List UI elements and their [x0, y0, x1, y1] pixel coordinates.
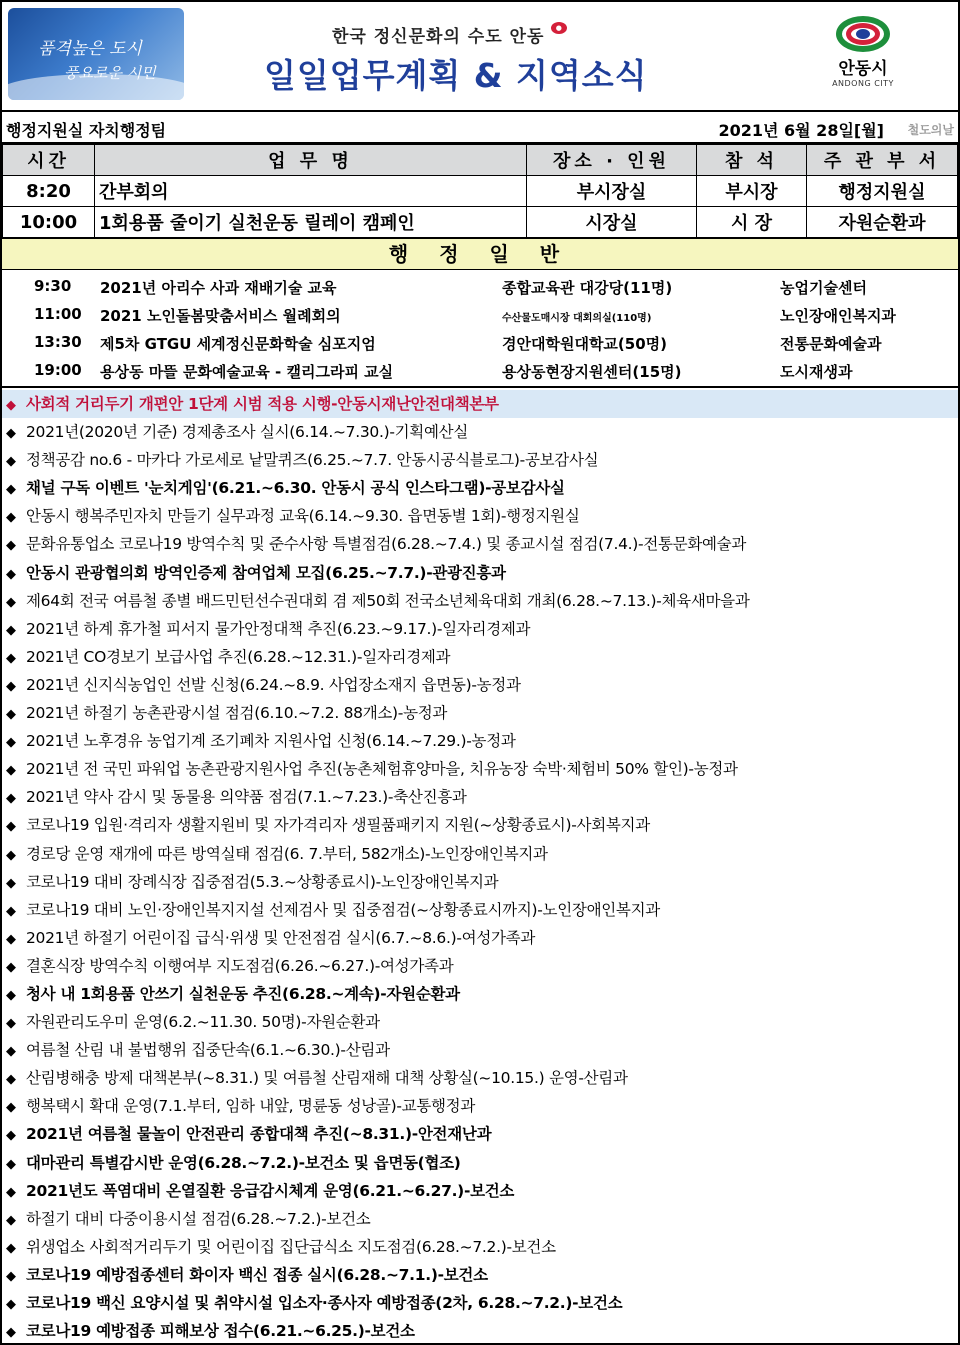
news-item — [2, 1261, 958, 1289]
schedule-header-row — [3, 145, 958, 176]
diamond-bullet-icon: ◆ — [6, 510, 16, 526]
news-item — [2, 1120, 958, 1148]
news-text: 청사 내 1회용품 안쓰기 실천운동 추진(6.28.~계속)-자원순환과 — [26, 984, 460, 1003]
admin-place: 수산물도매시장 대회의실(110명) — [502, 313, 652, 324]
news-text: 채널 구독 이벤트 '눈치게임'(6.21.~6.30. 안동시 공식 인스타그램)-공보감사실 — [26, 479, 565, 498]
diamond-bullet-icon: ◆ — [6, 735, 16, 751]
news-text: 2021년 CO경보기 보급사업 추진(6.28.~12.31.)-일자리경제과 — [26, 647, 451, 666]
diamond-bullet-icon: ◆ — [6, 426, 16, 442]
header-dept: 주 관 부 서 — [807, 145, 958, 176]
diamond-bullet-icon: ◆ — [6, 707, 16, 723]
city-logo — [808, 16, 918, 96]
admin-work: 용상동 마뜰 문화예술교육 - 캘리그라피 교실 — [100, 363, 394, 381]
news-item — [2, 615, 958, 643]
news-item — [2, 530, 958, 558]
news-item — [2, 727, 958, 755]
schedule-task: 간부회의 — [95, 176, 527, 207]
news-text: 산림병해충 방제 대책본부(~8.31.) 및 여름철 산림재해 대책 상황실(~10.15.) 운영-산림과 — [26, 1069, 628, 1088]
news-text: 행복택시 확대 운영(7.1.부터, 임하 내앞, 명륜동 성낭골)-교통행정과 — [26, 1097, 476, 1116]
schedule-row — [3, 176, 958, 207]
news-item — [2, 1205, 958, 1233]
news-item — [2, 699, 958, 727]
diamond-bullet-icon: ◆ — [6, 1325, 16, 1341]
schedule-time: 8:20 — [3, 176, 95, 207]
diamond-bullet-icon: ◆ — [6, 482, 16, 498]
diamond-bullet-icon: ◆ — [6, 454, 16, 470]
news-item — [2, 643, 958, 671]
schedule-table — [2, 144, 958, 238]
admin-row — [2, 272, 958, 300]
news-text: 2021년 신지식농업인 선발 신청(6.24.~8.9. 사업장소재지 읍면동)-농정과 — [26, 675, 521, 694]
header-attendee: 참 석 — [697, 145, 807, 176]
news-text: 여름철 산림 내 불법행위 집중단속(6.1.~6.30.)-산림과 — [26, 1041, 390, 1060]
schedule-task: 1회용품 줄이기 실천운동 릴레이 캠페인 — [95, 207, 527, 238]
diamond-bullet-icon: ◆ — [6, 1072, 16, 1088]
header-task: 업 무 명 — [95, 145, 527, 176]
news-text: 2021년 노후경유 농업기계 조기폐차 지원사업 신청(6.14.~7.29.)-농정과 — [26, 732, 516, 751]
diamond-bullet-icon: ◆ — [6, 1184, 16, 1200]
diamond-bullet-icon: ◆ — [6, 678, 16, 694]
diamond-bullet-icon: ◆ — [6, 931, 16, 947]
diamond-bullet-icon: ◆ — [6, 1268, 16, 1284]
news-text: 코로나19 입원·격리자 생활지원비 및 자가격리자 생필품패키지 지원(~상황종료시)-사회복지과 — [26, 816, 650, 835]
news-text: 코로나19 예방접종 피해보상 접수(6.21.~6.25.)-보건소 — [26, 1322, 415, 1341]
news-item — [2, 446, 958, 474]
admin-heading: 행 정 일 반 — [2, 238, 958, 270]
news-list — [2, 388, 958, 1345]
news-text: 2021년 하절기 어린이집 급식·위생 및 안전점검 실시(6.7.~8.6.)-여성가족과 — [26, 928, 536, 947]
news-item — [2, 924, 958, 952]
schedule-dept: 행정지원실 — [807, 176, 958, 207]
news-text: 하절기 대비 다중이용시설 점검(6.28.~7.2.)-보건소 — [26, 1209, 371, 1228]
diamond-bullet-icon: ◆ — [6, 959, 16, 975]
news-item — [2, 1092, 958, 1120]
admin-time: 9:30 — [34, 277, 72, 295]
schedule-place: 부시장실 — [527, 176, 697, 207]
schedule-dept: 자원순환과 — [807, 207, 958, 238]
diamond-bullet-icon: ◆ — [6, 819, 16, 835]
banner-subtitle-text: 한국 정신문화의 수도 안동 — [332, 27, 545, 47]
admin-row — [2, 356, 958, 384]
news-item — [2, 671, 958, 699]
admin-dept: 도시재생과 — [780, 363, 853, 381]
schedule-attendee: 시 장 — [697, 207, 807, 238]
news-item — [2, 390, 958, 418]
diamond-bullet-icon: ◆ — [6, 398, 16, 413]
admin-work: 제5차 GTGU 세계정신문화학술 심포지엄 — [100, 335, 376, 353]
news-item — [2, 587, 958, 615]
admin-dept: 노인장애인복지과 — [780, 307, 896, 325]
news-text: 안동시 관광협의회 방역인증제 참여업체 모집(6.25.~7.7.)-관광진흥과 — [26, 563, 506, 582]
news-item — [2, 1008, 958, 1036]
admin-time: 19:00 — [34, 361, 82, 379]
schedule-time: 10:00 — [3, 207, 95, 238]
admin-place: 종합교육관 대강당(11명) — [502, 279, 673, 297]
news-text: 결혼식장 방역수칙 이행여부 지도점검(6.26.~6.27.)-여성가족과 — [26, 956, 454, 975]
news-text: 2021년도 폭염대비 온열질환 응급감시체계 운영(6.21.~6.27.)-보건소 — [26, 1181, 515, 1200]
logo-name-en: ANDONG CITY — [832, 79, 894, 88]
news-item — [2, 755, 958, 783]
slogan-line1: 품격높은 도시 — [38, 39, 142, 59]
news-text: 코로나19 백신 요양시설 및 취약시설 입소자·종사자 예방접종(2차, 6.28.~7.2.)-보건소 — [26, 1294, 623, 1312]
department-label: 행정지원실 자치행정팀 — [6, 121, 167, 140]
news-item — [2, 502, 958, 530]
diamond-bullet-icon: ◆ — [6, 1297, 16, 1312]
news-item — [2, 1177, 958, 1205]
banner-subtitle — [332, 22, 567, 47]
news-text: 2021년 전 국민 파워업 농촌관광지원사업 추진(농촌체험휴양마을, 치유농장 숙박·체험비 50% 할인)-농정과 — [26, 760, 738, 779]
admin-row — [2, 300, 958, 328]
diamond-bullet-icon: ◆ — [6, 538, 16, 554]
news-text: 제64회 전국 여름철 종별 배드민턴선수권대회 겸 제50회 전국소년체육대회 개최(6.28.~7.13.)-체육새마을과 — [26, 591, 750, 610]
admin-work: 2021년 아리수 사과 재배기술 교육 — [100, 279, 337, 297]
admin-dept: 농업기술센터 — [780, 279, 867, 297]
diamond-bullet-icon: ◆ — [6, 875, 16, 891]
news-item — [2, 1036, 958, 1064]
schedule-place: 시장실 — [527, 207, 697, 238]
news-text: 2021년 하절기 농촌관광시설 점검(6.10.~7.2. 88개소)-농정과 — [26, 704, 448, 723]
admin-time: 11:00 — [34, 305, 82, 323]
news-text: 2021년 하계 휴가철 피서지 물가안정대책 추진(6.23.~9.17.)-일자리경제과 — [26, 619, 531, 638]
admin-row — [2, 328, 958, 356]
admin-list — [2, 270, 958, 388]
news-text: 문화유통업소 코로나19 방역수칙 및 준수사항 특별점검(6.28.~7.4.) 및 종교시설 점검(7.4.)-전통문화예술과 — [26, 535, 747, 554]
diamond-bullet-icon: ◆ — [6, 903, 16, 919]
admin-place: 경안대학원대학교(50명) — [502, 335, 667, 353]
news-item — [2, 783, 958, 811]
admin-time: 13:30 — [34, 333, 82, 351]
stamp-icon: ● — [551, 22, 567, 34]
diamond-bullet-icon: ◆ — [6, 791, 16, 807]
schedule-row — [3, 207, 958, 238]
info-line — [2, 112, 958, 144]
banner-title: 일일업무계획 & 지역소식 — [264, 56, 648, 95]
diamond-bullet-icon: ◆ — [6, 594, 16, 610]
diamond-bullet-icon: ◆ — [6, 566, 16, 582]
schedule-attendee: 부시장 — [697, 176, 807, 207]
diamond-bullet-icon: ◆ — [6, 622, 16, 638]
diamond-bullet-icon: ◆ — [6, 1100, 16, 1116]
slogan-line2: 풍요로운 시민 — [64, 64, 156, 82]
banner-header — [2, 2, 958, 112]
news-text: 정책공감 no.6 - 마카다 가로세로 낱말퀴즈(6.25.~7.7. 안동시공식블로그)-공보감사실 — [26, 451, 599, 470]
diamond-bullet-icon: ◆ — [6, 650, 16, 666]
diamond-bullet-icon: ◆ — [6, 763, 16, 779]
news-item — [2, 952, 958, 980]
diamond-bullet-icon: ◆ — [6, 1128, 16, 1144]
news-text: 코로나19 예방접종센터 화이자 백신 접종 실시(6.28.~7.1.)-보건소 — [26, 1265, 488, 1284]
news-item — [2, 1064, 958, 1092]
news-text: 사회적 거리두기 개편안 1단계 시범 적용 시행-안동시재난안전대책본부 — [26, 395, 499, 413]
date-label: 2021년 6월 28일[월] — [718, 121, 884, 140]
news-text: 코로나19 대비 장례식장 집중점검(5.3.~상황종료시)-노인장애인복지과 — [26, 872, 499, 891]
news-item — [2, 418, 958, 446]
diamond-bullet-icon: ◆ — [6, 1044, 16, 1060]
city-emblem-icon — [836, 16, 890, 52]
day-note: 철도의날 — [907, 123, 954, 137]
admin-dept: 전통문화예술과 — [780, 335, 882, 353]
news-text: 안동시 행복주민자치 만들기 실무과정 교육(6.14.~9.30. 읍면동별 1회)-행정지원실 — [26, 507, 580, 526]
diamond-bullet-icon: ◆ — [6, 1016, 16, 1032]
news-text: 2021년 약사 감시 및 동물용 의약품 점검(7.1.~7.23.)-축산진흥과 — [26, 788, 467, 807]
header-place: 장소 · 인원 — [527, 145, 697, 176]
news-text: 경로당 운영 재개에 따른 방역실태 점검(6. 7.부터, 582개소)-노인장애인복지과 — [26, 844, 548, 863]
news-item — [2, 896, 958, 924]
header-time: 시간 — [3, 145, 95, 176]
news-text: 대마관리 특별감시반 운영(6.28.~7.2.)-보건소 및 읍면동(협조) — [26, 1153, 461, 1172]
diamond-bullet-icon: ◆ — [6, 987, 16, 1003]
diamond-bullet-icon: ◆ — [6, 1156, 16, 1172]
news-item — [2, 811, 958, 839]
admin-work: 2021 노인돌봄맞춤서비스 월례회의 — [100, 307, 341, 325]
logo-name: 안동시 — [838, 59, 888, 79]
admin-place: 용상동현장지원센터(15명) — [502, 363, 682, 381]
slogan-image — [8, 8, 184, 100]
news-text: 위생업소 사회적거리두기 및 어린이집 집단급식소 지도점검(6.28.~7.2.)-보건소 — [26, 1237, 556, 1256]
news-item — [2, 1233, 958, 1261]
diamond-bullet-icon: ◆ — [6, 1240, 16, 1256]
news-item — [2, 1149, 958, 1177]
diamond-bullet-icon: ◆ — [6, 847, 16, 863]
news-item — [2, 1289, 958, 1317]
news-item — [2, 840, 958, 868]
news-item — [2, 559, 958, 587]
news-text: 2021년 여름철 물놀이 안전관리 종합대책 추진(~8.31.)-안전재난과 — [26, 1125, 492, 1144]
news-item — [2, 474, 958, 502]
news-item — [2, 980, 958, 1008]
news-text: 코로나19 대비 노인·장애인복지지설 선제검사 및 집중점검(~상황종료시까지)-노인장애인복지과 — [26, 900, 660, 919]
news-text: 2021년(2020년 기준) 경제총조사 실시(6.14.~7.30.)-기획예산실 — [26, 423, 468, 442]
news-item — [2, 1317, 958, 1345]
news-item — [2, 868, 958, 896]
news-text: 자원관리도우미 운영(6.2.~11.30. 50명)-자원순환과 — [26, 1013, 380, 1032]
diamond-bullet-icon: ◆ — [6, 1212, 16, 1228]
